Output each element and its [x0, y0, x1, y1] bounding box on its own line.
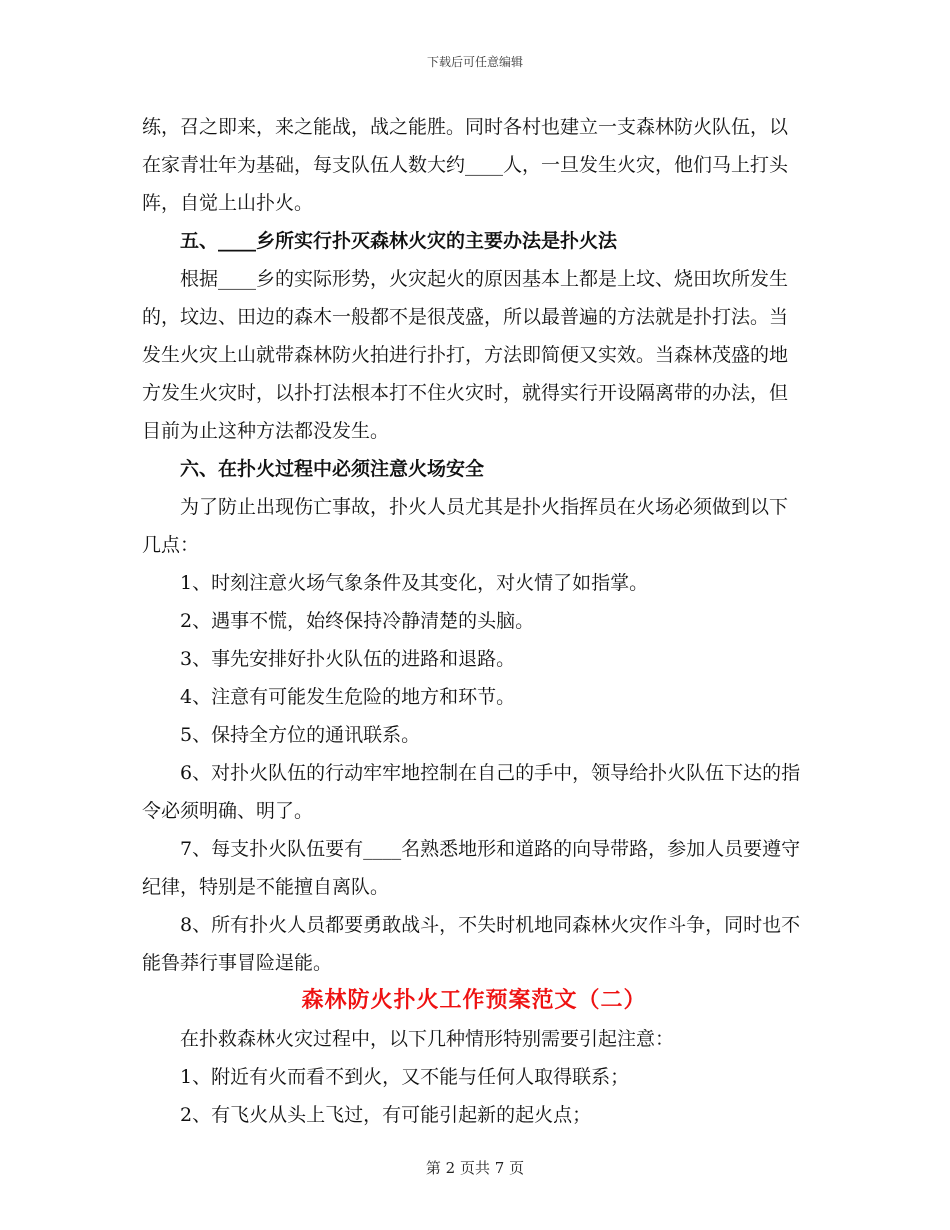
section-heading: 五、____乡所实行扑灭森林火灾的主要办法是扑火法 — [180, 230, 618, 252]
paragraph: 练，召之即来，来之能战，战之能胜。同时各村也建立一支森林防火队伍，以在家青壮年为基础，每支队伍人数大约____人，一旦发生火灾，他们马上打头阵，自觉上山扑火。 — [142, 116, 789, 214]
page-footer: 第 2 页共 7 页 — [425, 1159, 525, 1177]
section-heading: 六、在扑火过程中必须注意火场安全 — [180, 458, 485, 480]
list-item: 6、对扑火队伍的行动牢牢地控制在自己的手中，领导给扑火队伍下达的指令必须明确、明了。 — [142, 762, 801, 822]
list-item: 7、每支扑火队伍要有____名熟悉地形和道路的向导带路，参加人员要遵守纪律，特别是不能擅自离队。 — [142, 838, 801, 898]
list-item: 5、保持全方位的通讯联系。 — [180, 724, 421, 746]
paragraph: 在扑救森林火灾过程中，以下几种情形特别需要引起注意： — [180, 1028, 675, 1050]
page-header: 下载后可任意编辑 — [426, 55, 523, 69]
list-item: 1、附近有火而看不到火，又不能与任何人取得联系； — [180, 1066, 630, 1088]
paragraph: 为了防止出现伤亡事故，扑火人员尤其是扑火指挥员在火场必须做到以下几点： — [142, 496, 789, 556]
document-body — [142, 108, 806, 1134]
list-item: 2、遇事不慌，始终保持冷静清楚的头脑。 — [180, 610, 535, 632]
list-item: 2、有飞火从头上飞过，有可能引起新的起火点； — [180, 1104, 592, 1126]
paragraph: 根据____乡的实际形势，火灾起火的原因基本上都是上坟、烧田坎所发生的，坟边、田边的森木一般都不是很茂盛，所以最普遍的方法就是扑打法。当发生火灾上山就带森林防火拍进行扑打，方法即简便又实效。当森林茂盛的地方发生火灾时，以扑打法根本打不住火灾时，就得实行开设隔离带的办法，但目前为止这种方法都没发生。 — [142, 268, 789, 442]
list-item: 4、注意有可能发生危险的地方和环节。 — [180, 686, 516, 708]
document-title: 森林防火扑火工作预案范文（二） — [301, 988, 647, 1013]
list-item: 3、事先安排好扑火队伍的进路和退路。 — [180, 648, 516, 670]
list-item: 1、时刻注意火场气象条件及其变化，对火情了如指掌。 — [180, 572, 649, 594]
list-item: 8、所有扑火人员都要勇敢战斗，不失时机地同森林火灾作斗争，同时也不能鲁莽行事冒险逞能。 — [142, 914, 801, 974]
